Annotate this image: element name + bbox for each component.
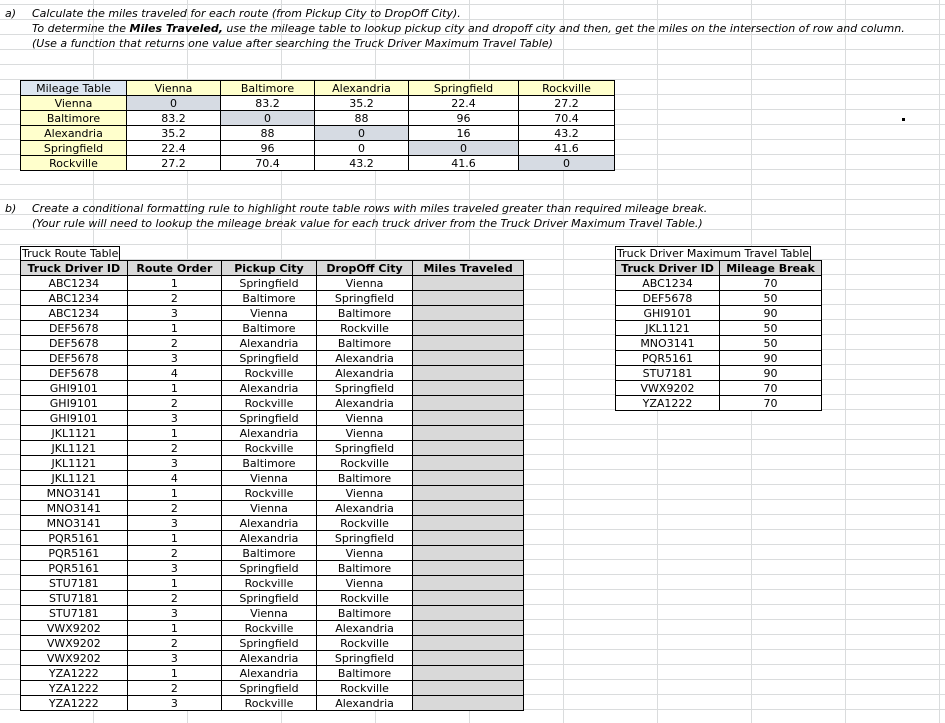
table-row: [616, 306, 822, 321]
miles-traveled-cell[interactable]: [413, 561, 524, 576]
dropoff-city-cell[interactable]: Vienna: [316, 411, 413, 426]
driver-id-cell[interactable]: MNO3141: [21, 516, 128, 531]
driver-id-cell[interactable]: JKL1121: [21, 471, 128, 486]
mileage-cell[interactable]: 43.2: [519, 126, 615, 141]
miles-traveled-cell[interactable]: [413, 366, 524, 381]
table-row: [616, 321, 822, 336]
table-row: [21, 516, 524, 531]
mileage-cell[interactable]: 0: [519, 156, 615, 171]
table-row: [616, 291, 822, 306]
miles-traveled-cell[interactable]: [413, 336, 524, 351]
pickup-city-cell[interactable]: Rockville: [222, 366, 317, 381]
driver-id-cell[interactable]: PQR5161: [21, 546, 128, 561]
driver-id-cell[interactable]: GHI9101: [21, 396, 128, 411]
table-row: [21, 636, 524, 651]
max-travel-table: [615, 260, 822, 411]
pickup-city-cell[interactable]: Alexandria: [222, 531, 317, 546]
mileage-cell[interactable]: 0: [409, 141, 519, 156]
miles-traveled-cell[interactable]: [413, 546, 524, 561]
miles-traveled-cell[interactable]: [413, 381, 524, 396]
mileage-header-row: [21, 81, 615, 96]
miles-traveled-cell[interactable]: [413, 531, 524, 546]
driver-id-cell[interactable]: DEF5678: [21, 366, 128, 381]
max-travel-header-cell[interactable]: Mileage Break: [720, 261, 822, 276]
mileage-row: [21, 156, 615, 171]
miles-traveled-cell[interactable]: [413, 486, 524, 501]
section-a-instruction-3: (Use a function that returns one value after searching the Truck Driver Maximum Travel Table): [32, 37, 553, 50]
mileage-cell[interactable]: 16: [409, 126, 519, 141]
mileage-row: [21, 111, 615, 126]
route-order-cell[interactable]: 2: [127, 291, 222, 306]
route-order-cell[interactable]: 3: [127, 351, 222, 366]
mileage-cell[interactable]: 96: [221, 141, 315, 156]
max-driver-id-cell[interactable]: VWX9202: [616, 381, 720, 396]
driver-id-cell[interactable]: DEF5678: [21, 321, 128, 336]
miles-traveled-cell[interactable]: [413, 501, 524, 516]
mileage-cell[interactable]: 70.4: [519, 111, 615, 126]
route-order-cell[interactable]: 2: [127, 501, 222, 516]
pickup-city-cell[interactable]: Rockville: [222, 621, 317, 636]
table-row: [21, 561, 524, 576]
dropoff-city-cell[interactable]: Springfield: [316, 531, 413, 546]
table-row: [21, 606, 524, 621]
dropoff-city-cell[interactable]: Vienna: [316, 276, 413, 291]
driver-id-cell[interactable]: GHI9101: [21, 381, 128, 396]
route-order-cell[interactable]: 2: [127, 636, 222, 651]
pickup-city-cell[interactable]: Baltimore: [222, 291, 317, 306]
pickup-city-cell[interactable]: Alexandria: [222, 666, 317, 681]
mileage-cell[interactable]: 96: [409, 111, 519, 126]
table-row: [21, 651, 524, 666]
section-a-miles-traveled-bold: Miles Traveled,: [129, 22, 223, 35]
route-order-cell[interactable]: 1: [127, 576, 222, 591]
dropoff-city-cell[interactable]: Rockville: [316, 681, 413, 696]
route-order-cell[interactable]: 1: [127, 666, 222, 681]
route-table-body: [21, 276, 524, 711]
mileage-table: [20, 80, 615, 171]
table-row: [21, 411, 524, 426]
dropoff-city-cell[interactable]: Baltimore: [316, 336, 413, 351]
dropoff-city-cell[interactable]: Alexandria: [316, 501, 413, 516]
driver-id-cell[interactable]: MNO3141: [21, 486, 128, 501]
miles-traveled-cell[interactable]: [413, 441, 524, 456]
table-row: [21, 381, 524, 396]
dropoff-city-cell[interactable]: Baltimore: [316, 666, 413, 681]
section-a-instruction-2: [32, 21, 905, 36]
miles-traveled-cell[interactable]: [413, 621, 524, 636]
pickup-city-cell[interactable]: Springfield: [222, 411, 317, 426]
driver-id-cell[interactable]: VWX9202: [21, 636, 128, 651]
table-row: [21, 621, 524, 636]
mileage-break-cell[interactable]: 90: [720, 306, 822, 321]
route-order-cell[interactable]: 3: [127, 306, 222, 321]
pickup-city-cell[interactable]: Springfield: [222, 276, 317, 291]
mileage-cell[interactable]: 22.4: [409, 96, 519, 111]
route-header-cell[interactable]: Pickup City: [222, 261, 317, 276]
pickup-city-cell[interactable]: Vienna: [222, 471, 317, 486]
mileage-row-header[interactable]: Baltimore: [21, 111, 127, 126]
mileage-cell[interactable]: 83.2: [127, 111, 221, 126]
table-row: [21, 336, 524, 351]
route-order-cell[interactable]: 4: [127, 471, 222, 486]
max-driver-id-cell[interactable]: PQR5161: [616, 351, 720, 366]
table-row: [21, 366, 524, 381]
max-driver-id-cell[interactable]: STU7181: [616, 366, 720, 381]
route-header-cell[interactable]: Miles Traveled: [413, 261, 524, 276]
driver-id-cell[interactable]: GHI9101: [21, 411, 128, 426]
table-row: [21, 546, 524, 561]
mileage-cell[interactable]: 41.6: [519, 141, 615, 156]
dropoff-city-cell[interactable]: Alexandria: [316, 396, 413, 411]
dropoff-city-cell[interactable]: Alexandria: [316, 696, 413, 711]
pickup-city-cell[interactable]: Alexandria: [222, 381, 317, 396]
mileage-table-title[interactable]: Mileage Table: [21, 81, 127, 96]
route-order-cell[interactable]: 3: [127, 411, 222, 426]
mileage-cell[interactable]: 22.4: [127, 141, 221, 156]
mileage-col-header[interactable]: Rockville: [519, 81, 615, 96]
miles-traveled-cell[interactable]: [413, 471, 524, 486]
mileage-cell[interactable]: 70.4: [221, 156, 315, 171]
mileage-break-cell[interactable]: 50: [720, 291, 822, 306]
mileage-col-header[interactable]: Baltimore: [221, 81, 315, 96]
dropoff-city-cell[interactable]: Rockville: [316, 591, 413, 606]
table-row: [21, 696, 524, 711]
mileage-cell[interactable]: 35.2: [315, 96, 409, 111]
pickup-city-cell[interactable]: Springfield: [222, 561, 317, 576]
dropoff-city-cell[interactable]: Baltimore: [316, 306, 413, 321]
driver-id-cell[interactable]: MNO3141: [21, 501, 128, 516]
pickup-city-cell[interactable]: Vienna: [222, 501, 317, 516]
table-row: [21, 306, 524, 321]
max-driver-id-cell[interactable]: JKL1121: [616, 321, 720, 336]
route-order-cell[interactable]: 3: [127, 516, 222, 531]
mileage-row-header[interactable]: Rockville: [21, 156, 127, 171]
table-row: [21, 531, 524, 546]
driver-id-cell[interactable]: YZA1222: [21, 696, 128, 711]
mileage-cell[interactable]: 27.2: [127, 156, 221, 171]
miles-traveled-cell[interactable]: [413, 426, 524, 441]
table-row: [21, 591, 524, 606]
section-a-instruction-2-post: use the mileage table to lookup pickup city and dropoff city and then, get the miles on the intersection of row and column.: [222, 22, 905, 35]
dropoff-city-cell[interactable]: Rockville: [316, 456, 413, 471]
pickup-city-cell[interactable]: Baltimore: [222, 321, 317, 336]
miles-traveled-cell[interactable]: [413, 606, 524, 621]
mileage-break-cell[interactable]: 50: [720, 321, 822, 336]
max-driver-id-cell[interactable]: DEF5678: [616, 291, 720, 306]
dropoff-city-cell[interactable]: Springfield: [316, 381, 413, 396]
pickup-city-cell[interactable]: Alexandria: [222, 426, 317, 441]
section-a-instruction-2-pre: To determine the: [32, 22, 130, 35]
route-order-cell[interactable]: 1: [127, 486, 222, 501]
driver-id-cell[interactable]: JKL1121: [21, 456, 128, 471]
driver-id-cell[interactable]: PQR5161: [21, 531, 128, 546]
pickup-city-cell[interactable]: Springfield: [222, 351, 317, 366]
driver-id-cell[interactable]: JKL1121: [21, 441, 128, 456]
pickup-city-cell[interactable]: Springfield: [222, 636, 317, 651]
pickup-city-cell[interactable]: Springfield: [222, 591, 317, 606]
route-order-cell[interactable]: 2: [127, 441, 222, 456]
dropoff-city-cell[interactable]: Rockville: [316, 636, 413, 651]
table-row: [21, 471, 524, 486]
table-row: [21, 426, 524, 441]
miles-traveled-cell[interactable]: [413, 666, 524, 681]
pickup-city-cell[interactable]: Rockville: [222, 396, 317, 411]
mileage-row-header[interactable]: Springfield: [21, 141, 127, 156]
dropoff-city-cell[interactable]: Baltimore: [316, 471, 413, 486]
dropoff-city-cell[interactable]: Vienna: [316, 576, 413, 591]
table-row: [21, 501, 524, 516]
pickup-city-cell[interactable]: Alexandria: [222, 651, 317, 666]
pickup-city-cell[interactable]: Rockville: [222, 576, 317, 591]
section-b-instruction-1: Create a conditional formatting rule to highlight route table rows with miles traveled greater than required mileage break.: [32, 202, 708, 215]
table-row: [21, 576, 524, 591]
driver-id-cell[interactable]: VWX9202: [21, 651, 128, 666]
route-order-cell[interactable]: 1: [127, 321, 222, 336]
max-travel-table-caption[interactable]: Truck Driver Maximum Travel Table: [617, 247, 810, 260]
miles-traveled-cell[interactable]: [413, 576, 524, 591]
table-row: [21, 321, 524, 336]
pickup-city-cell[interactable]: Rockville: [222, 486, 317, 501]
mileage-cell[interactable]: 0: [315, 141, 409, 156]
mileage-row-header[interactable]: Vienna: [21, 96, 127, 111]
driver-id-cell[interactable]: STU7181: [21, 606, 128, 621]
table-row: [616, 336, 822, 351]
driver-id-cell[interactable]: STU7181: [21, 591, 128, 606]
mileage-row: [21, 96, 615, 111]
route-order-cell[interactable]: 1: [127, 426, 222, 441]
mileage-cell[interactable]: 27.2: [519, 96, 615, 111]
mileage-break-cell[interactable]: 70: [720, 276, 822, 291]
mileage-cell[interactable]: 0: [127, 96, 221, 111]
dropoff-city-cell[interactable]: Vienna: [316, 486, 413, 501]
table-row: [21, 681, 524, 696]
route-order-cell[interactable]: 1: [127, 531, 222, 546]
mileage-col-header[interactable]: Vienna: [127, 81, 221, 96]
route-order-cell[interactable]: 2: [127, 681, 222, 696]
mouse-cursor-icon: [902, 118, 905, 121]
table-row: [616, 396, 822, 411]
route-order-cell[interactable]: 2: [127, 336, 222, 351]
max-driver-id-cell[interactable]: YZA1222: [616, 396, 720, 411]
route-order-cell[interactable]: 2: [127, 591, 222, 606]
table-row: [21, 291, 524, 306]
pickup-city-cell[interactable]: Vienna: [222, 306, 317, 321]
route-header-cell[interactable]: Route Order: [127, 261, 222, 276]
table-row: [21, 441, 524, 456]
pickup-city-cell[interactable]: Alexandria: [222, 336, 317, 351]
route-order-cell[interactable]: 3: [127, 696, 222, 711]
dropoff-city-cell[interactable]: Springfield: [316, 291, 413, 306]
table-row: [21, 486, 524, 501]
route-order-cell[interactable]: 2: [127, 396, 222, 411]
miles-traveled-cell[interactable]: [413, 516, 524, 531]
miles-traveled-cell[interactable]: [413, 651, 524, 666]
driver-id-cell[interactable]: ABC1234: [21, 291, 128, 306]
miles-traveled-cell[interactable]: [413, 276, 524, 291]
miles-traveled-cell[interactable]: [413, 456, 524, 471]
dropoff-city-cell[interactable]: Vienna: [316, 546, 413, 561]
route-header-row: [21, 261, 524, 276]
dropoff-city-cell[interactable]: Alexandria: [316, 621, 413, 636]
pickup-city-cell[interactable]: Rockville: [222, 696, 317, 711]
mileage-cell[interactable]: 88: [315, 111, 409, 126]
table-row: [21, 396, 524, 411]
table-row: [21, 351, 524, 366]
mileage-break-cell[interactable]: 70: [720, 381, 822, 396]
route-order-cell[interactable]: 1: [127, 621, 222, 636]
driver-id-cell[interactable]: VWX9202: [21, 621, 128, 636]
route-header-cell[interactable]: DropOff City: [316, 261, 413, 276]
section-a-label: a): [5, 7, 17, 20]
miles-traveled-cell[interactable]: [413, 291, 524, 306]
table-row: [21, 666, 524, 681]
mileage-col-header[interactable]: Alexandria: [315, 81, 409, 96]
route-order-cell[interactable]: 2: [127, 546, 222, 561]
mileage-cell[interactable]: 83.2: [221, 96, 315, 111]
pickup-city-cell[interactable]: Alexandria: [222, 516, 317, 531]
route-order-cell[interactable]: 3: [127, 651, 222, 666]
mileage-break-cell[interactable]: 50: [720, 336, 822, 351]
mileage-break-cell[interactable]: 70: [720, 396, 822, 411]
miles-traveled-cell[interactable]: [413, 696, 524, 711]
section-a-instruction-1: Calculate the miles traveled for each route (from Pickup City to DropOff City).: [32, 7, 461, 20]
route-order-cell[interactable]: 3: [127, 561, 222, 576]
mileage-cell[interactable]: 0: [315, 126, 409, 141]
pickup-city-cell[interactable]: Baltimore: [222, 456, 317, 471]
mileage-cell[interactable]: 43.2: [315, 156, 409, 171]
driver-id-cell[interactable]: ABC1234: [21, 276, 128, 291]
miles-traveled-cell[interactable]: [413, 351, 524, 366]
route-order-cell[interactable]: 1: [127, 381, 222, 396]
max-travel-header-row: [616, 261, 822, 276]
mileage-cell[interactable]: 0: [221, 111, 315, 126]
route-order-cell[interactable]: 3: [127, 606, 222, 621]
dropoff-city-cell[interactable]: Springfield: [316, 651, 413, 666]
mileage-col-header[interactable]: Springfield: [409, 81, 519, 96]
route-table-caption[interactable]: Truck Route Table: [22, 247, 119, 260]
route-order-cell[interactable]: 1: [127, 276, 222, 291]
table-row: [616, 276, 822, 291]
route-order-cell[interactable]: 4: [127, 366, 222, 381]
pickup-city-cell[interactable]: Rockville: [222, 441, 317, 456]
pickup-city-cell[interactable]: Springfield: [222, 681, 317, 696]
miles-traveled-cell[interactable]: [413, 636, 524, 651]
miles-traveled-cell[interactable]: [413, 321, 524, 336]
dropoff-city-cell[interactable]: Alexandria: [316, 366, 413, 381]
miles-traveled-cell[interactable]: [413, 681, 524, 696]
mileage-row-header[interactable]: Alexandria: [21, 126, 127, 141]
miles-traveled-cell[interactable]: [413, 411, 524, 426]
driver-id-cell[interactable]: JKL1121: [21, 426, 128, 441]
driver-id-cell[interactable]: DEF5678: [21, 351, 128, 366]
route-header-cell[interactable]: Truck Driver ID: [21, 261, 128, 276]
table-row: [21, 276, 524, 291]
miles-traveled-cell[interactable]: [413, 591, 524, 606]
mileage-row: [21, 126, 615, 141]
route-order-cell[interactable]: 3: [127, 456, 222, 471]
section-b-label: b): [5, 202, 17, 215]
mileage-cell[interactable]: 41.6: [409, 156, 519, 171]
driver-id-cell[interactable]: YZA1222: [21, 666, 128, 681]
dropoff-city-cell[interactable]: Baltimore: [316, 561, 413, 576]
table-row: [616, 351, 822, 366]
mileage-row: [21, 141, 615, 156]
mileage-break-cell[interactable]: 90: [720, 366, 822, 381]
table-row: [616, 366, 822, 381]
max-driver-id-cell[interactable]: GHI9101: [616, 306, 720, 321]
dropoff-city-cell[interactable]: Rockville: [316, 516, 413, 531]
mileage-cell[interactable]: 35.2: [127, 126, 221, 141]
truck-route-table: [20, 260, 524, 711]
max-driver-id-cell[interactable]: MNO3141: [616, 336, 720, 351]
dropoff-city-cell[interactable]: Baltimore: [316, 606, 413, 621]
mileage-cell[interactable]: 88: [221, 126, 315, 141]
max-travel-table-body: [616, 276, 822, 411]
pickup-city-cell[interactable]: Baltimore: [222, 546, 317, 561]
dropoff-city-cell[interactable]: Springfield: [316, 441, 413, 456]
dropoff-city-cell[interactable]: Vienna: [316, 426, 413, 441]
table-row: [21, 456, 524, 471]
driver-id-cell[interactable]: ABC1234: [21, 306, 128, 321]
driver-id-cell[interactable]: PQR5161: [21, 561, 128, 576]
table-row: [616, 381, 822, 396]
miles-traveled-cell[interactable]: [413, 396, 524, 411]
mileage-break-cell[interactable]: 90: [720, 351, 822, 366]
section-b-instruction-2: (Your rule will need to lookup the mileage break value for each truck driver from the Truck Driver Maximum Travel Table.): [32, 217, 703, 230]
pickup-city-cell[interactable]: Vienna: [222, 606, 317, 621]
miles-traveled-cell[interactable]: [413, 306, 524, 321]
dropoff-city-cell[interactable]: Rockville: [316, 321, 413, 336]
max-travel-header-cell[interactable]: Truck Driver ID: [616, 261, 720, 276]
driver-id-cell[interactable]: STU7181: [21, 576, 128, 591]
max-driver-id-cell[interactable]: ABC1234: [616, 276, 720, 291]
driver-id-cell[interactable]: DEF5678: [21, 336, 128, 351]
dropoff-city-cell[interactable]: Alexandria: [316, 351, 413, 366]
driver-id-cell[interactable]: YZA1222: [21, 681, 128, 696]
